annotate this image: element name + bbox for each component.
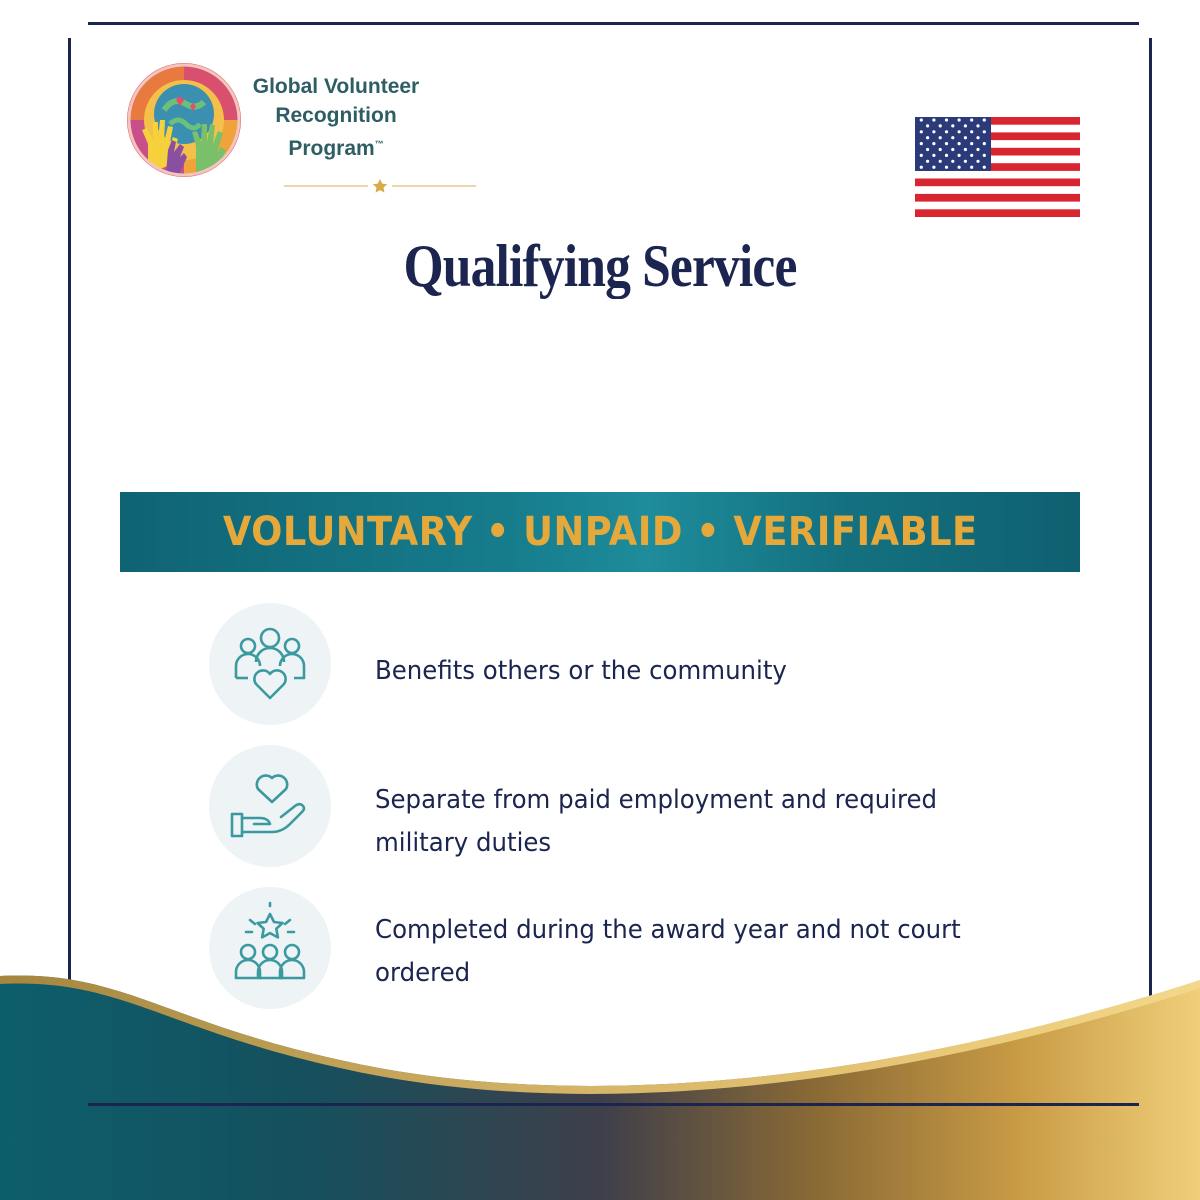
criteria-text-3: Completed during the award year and not court ordered <box>375 915 961 988</box>
criteria-icon-circle-2 <box>209 745 331 867</box>
criteria-icon-circle-1 <box>209 603 331 725</box>
qualification-banner <box>120 492 1080 572</box>
program-logo <box>126 62 242 178</box>
org-name <box>236 72 436 163</box>
community-heart-icon <box>220 614 320 714</box>
org-name-line-2: Recognition <box>275 104 397 127</box>
banner-text: VOLUNTARY • UNPAID • VERIFIABLE <box>222 509 978 555</box>
top-rule <box>88 22 1139 25</box>
page-title: Qualifying Service <box>403 233 797 299</box>
criteria-text-1: Benefits others or the community <box>375 656 787 686</box>
org-name-line-1: Global Volunteer <box>252 75 420 98</box>
right-border <box>1149 38 1152 998</box>
trademark-symbol: ™ <box>374 139 384 149</box>
star-icon <box>373 179 387 193</box>
hand-heart-icon <box>220 756 320 856</box>
left-border <box>68 38 71 998</box>
org-name-line-3: Program™ <box>288 137 384 160</box>
star-divider <box>284 176 476 196</box>
criteria-text-2: Separate from paid employment and required military duties <box>375 785 938 858</box>
us-flag <box>915 117 1080 217</box>
bottom-rule <box>88 1103 1139 1106</box>
bottom-wave <box>0 960 1200 1200</box>
